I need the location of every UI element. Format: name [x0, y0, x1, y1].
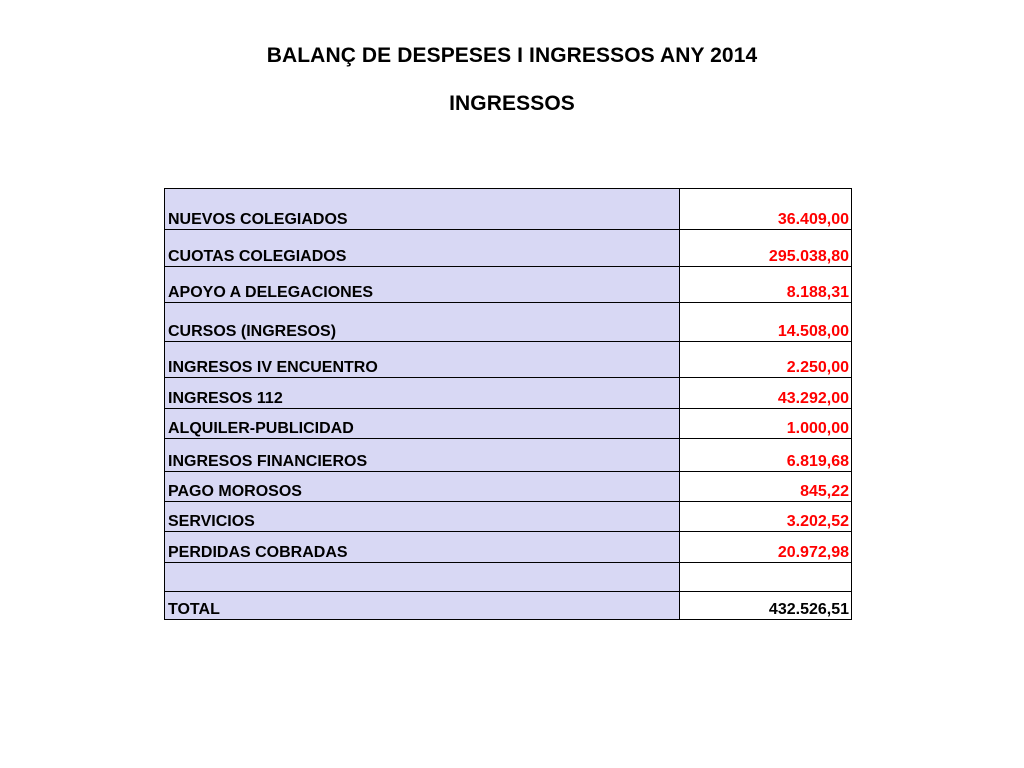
row-label: INGRESOS FINANCIEROS	[165, 439, 680, 472]
row-label: INGRESOS 112	[165, 378, 680, 409]
row-amount: 36.409,00	[680, 189, 852, 230]
row-label	[165, 563, 680, 592]
total-label: TOTAL	[165, 592, 680, 620]
row-label: CURSOS (INGRESOS)	[165, 303, 680, 342]
row-amount: 2.250,00	[680, 342, 852, 378]
row-label: INGRESOS IV ENCUENTRO	[165, 342, 680, 378]
table-row	[165, 502, 852, 532]
row-amount	[680, 563, 852, 592]
table-row	[165, 303, 852, 342]
row-amount: 6.819,68	[680, 439, 852, 472]
row-amount: 845,22	[680, 472, 852, 502]
row-amount: 20.972,98	[680, 532, 852, 563]
table-row	[165, 378, 852, 409]
table-row	[165, 267, 852, 303]
row-amount: 14.508,00	[680, 303, 852, 342]
row-label: CUOTAS COLEGIADOS	[165, 230, 680, 267]
document-title: BALANÇ DE DESPESES I INGRESSOS ANY 2014	[266, 44, 758, 67]
table-row	[165, 189, 852, 230]
document-subtitle: INGRESSOS	[449, 92, 575, 115]
row-label: APOYO A DELEGACIONES	[165, 267, 680, 303]
table-row	[165, 439, 852, 472]
row-amount: 8.188,31	[680, 267, 852, 303]
row-amount: 43.292,00	[680, 378, 852, 409]
row-label: SERVICIOS	[165, 502, 680, 532]
table-row	[165, 409, 852, 439]
total-amount: 432.526,51	[680, 592, 852, 620]
row-amount: 295.038,80	[680, 230, 852, 267]
row-label: NUEVOS COLEGIADOS	[165, 189, 680, 230]
income-table	[164, 188, 852, 620]
table-row	[165, 342, 852, 378]
table-row	[165, 472, 852, 502]
row-amount: 1.000,00	[680, 409, 852, 439]
table-row	[165, 532, 852, 563]
row-amount: 3.202,52	[680, 502, 852, 532]
row-label: PAGO MOROSOS	[165, 472, 680, 502]
empty-row	[165, 563, 852, 592]
total-row	[165, 592, 852, 620]
row-label: ALQUILER-PUBLICIDAD	[165, 409, 680, 439]
table-row	[165, 230, 852, 267]
row-label: PERDIDAS COBRADAS	[165, 532, 680, 563]
